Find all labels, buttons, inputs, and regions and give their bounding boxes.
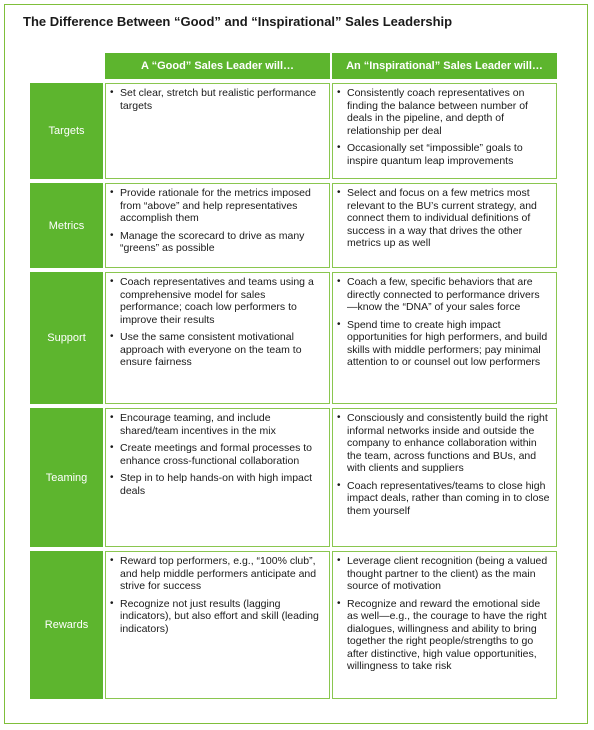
bullet-icon: •: [337, 597, 341, 609]
list-item: • Coach a few, specific behaviors that are directly connected to performance drivers—know the “DNA” of your sales force: [337, 276, 540, 313]
list-item: • Manage the scorecard to drive as many “greens” as possible: [110, 229, 305, 254]
row-label-metrics: Metrics: [30, 183, 103, 268]
list-item: • Encourage teaming, and include shared/team incentives in the mix: [110, 412, 276, 437]
list-item: • Coach representatives/teams to close high impact deals, rather than coming in to close them yourself: [337, 479, 550, 517]
cell-teaming-inspirational: [332, 408, 557, 547]
comparison-table: [30, 53, 555, 699]
list-item: • Select and focus on a few metrics most relevant to the BU’s current strategy, and connect them to individual definitions of success in a way that drives the other metrics up as well: [337, 187, 537, 249]
bullet-icon: •: [110, 555, 114, 566]
column-header-good: A “Good” Sales Leader will…: [105, 53, 330, 79]
list-item: • Reward top performers, e.g., “100% club”, and help middle performers anticipate and strive for success: [110, 555, 317, 592]
row-label-targets: Targets: [30, 83, 103, 179]
bullet-icon: •: [110, 229, 114, 241]
list-item: • Spend time to create high impact opportunities for high performers, and build skills with middle performers; pay minimal attention to or counsel out low performers: [337, 318, 548, 368]
page-title: The Difference Between “Good” and “Inspirational” Sales Leadership: [23, 14, 453, 29]
bullet-icon: •: [110, 87, 114, 98]
list-item: • Coach representatives and teams using a comprehensive model for sales performance; coach low performers to improve their results: [110, 276, 314, 326]
cell-targets-good: [105, 83, 330, 179]
row-label-rewards: Rewards: [30, 551, 103, 699]
bullet-icon: •: [110, 597, 114, 609]
cell-support-good: [105, 272, 330, 404]
bullet-icon: •: [337, 318, 341, 330]
bullet-icon: •: [337, 87, 341, 98]
bullet-icon: •: [337, 412, 341, 423]
list-item: • Use the same consistent motivational approach with everyone on the team to ensure fairness: [110, 331, 302, 368]
list-item: • Occasionally set “impossible” goals to inspire quantum leap improvements: [337, 142, 523, 167]
bullet-icon: •: [110, 412, 114, 423]
cell-targets-inspirational: [332, 83, 557, 179]
cell-teaming-good: [105, 408, 330, 547]
cell-rewards-good: [105, 551, 330, 699]
list-item: • Leverage client recognition (being a valued thought partner to the client) as the main source of motivation: [337, 555, 548, 592]
cell-rewards-inspirational: [332, 551, 557, 699]
cell-support-inspirational: [332, 272, 557, 404]
bullet-icon: •: [337, 142, 341, 153]
header-corner: [30, 53, 103, 79]
list-item: • Set clear, stretch but realistic performance targets: [110, 87, 317, 112]
bullet-icon: •: [337, 479, 341, 491]
list-item: • Consciously and consistently build the right informal networks inside and outside the company to enhance collaboration within the team, across functions and BUs, and with clients and suppliers: [337, 412, 548, 474]
column-header-inspirational: An “Inspirational” Sales Leader will…: [332, 53, 557, 79]
bullet-icon: •: [110, 276, 114, 287]
bullet-icon: •: [110, 442, 114, 453]
list-item: • Consistently coach representatives on finding the balance between number of deals in the pipeline, and depth of relationship per deal: [337, 87, 528, 137]
bullet-icon: •: [110, 187, 114, 198]
bullet-icon: •: [110, 331, 114, 342]
row-label-teaming: Teaming: [30, 408, 103, 547]
cell-metrics-good: [105, 183, 330, 268]
cell-metrics-inspirational: [332, 183, 557, 268]
list-item: • Provide rationale for the metrics imposed from “above” and help representatives accomplish them: [110, 187, 311, 224]
list-item: • Step in to help hands-on with high impact deals: [110, 472, 313, 497]
bullet-icon: •: [337, 276, 341, 287]
list-item: • Create meetings and formal processes to enhance cross-functional collaboration: [110, 442, 313, 467]
bullet-icon: •: [337, 555, 341, 566]
list-item: • Recognize not just results (lagging indicators), but also effort and skill (leading indicators): [110, 597, 319, 635]
row-label-support: Support: [30, 272, 103, 404]
list-item: • Recognize and reward the emotional side as well—e.g., the courage to have the right dialogues, willingness and ability to bring together the right people/strengths to go after distinctive, high value opportunities, willingness to take risk: [337, 597, 547, 672]
bullet-icon: •: [337, 187, 341, 198]
bullet-icon: •: [110, 472, 114, 483]
